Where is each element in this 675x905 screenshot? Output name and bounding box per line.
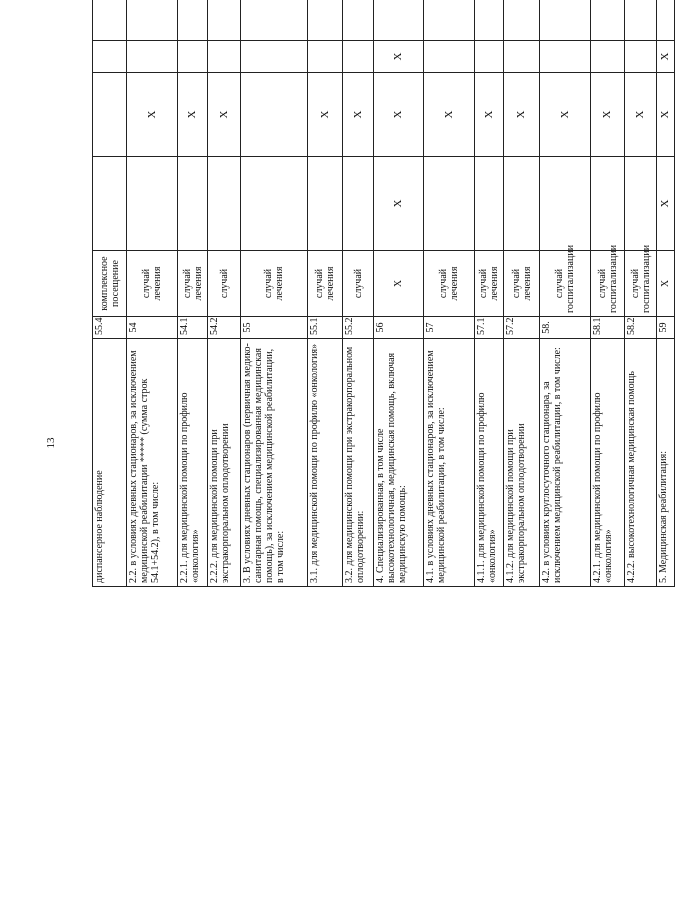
table-row: [504, 0, 540, 587]
row-number-cell: 54: [127, 317, 178, 339]
value-cell: [424, 157, 475, 251]
value-cell: [625, 157, 657, 251]
value-cell: [178, 157, 208, 251]
row-number-cell: 57.2: [504, 317, 540, 339]
row-name-cell: 4.1.1. для медицинской помощи по профилю «онкология»: [475, 339, 504, 587]
row-name-cell: диспансерное наблюдение: [93, 339, 127, 587]
row-number-cell: 54.2: [208, 317, 241, 339]
value-cell: [93, 73, 127, 157]
value-cell: [241, 157, 308, 251]
value-cell: [504, 41, 540, 73]
table-row: [308, 0, 343, 587]
value-cell: [308, 0, 343, 41]
rotated-table-frame: [92, 35, 671, 905]
table-row: [208, 0, 241, 587]
value-cell: [374, 0, 424, 41]
value-cell: [504, 157, 540, 251]
row-name-cell: 4.2.2. высокотехнологичная медицинская помощь: [625, 339, 657, 587]
value-cell: [93, 0, 127, 41]
value-cell: [241, 73, 308, 157]
value-cell: [540, 157, 591, 251]
table-stage: [92, 0, 671, 587]
value-cell: [424, 0, 475, 41]
value-cell: [208, 0, 241, 41]
unit-cell: случай госпитализации: [591, 251, 625, 317]
value-cell: [657, 0, 675, 41]
table-row: [591, 0, 625, 587]
row-number-cell: 57.1: [475, 317, 504, 339]
unit-cell: случай лечения: [308, 251, 343, 317]
row-number-cell: 58.2: [625, 317, 657, 339]
table-row: [374, 0, 424, 587]
table-row: [475, 0, 504, 587]
value-cell: [625, 41, 657, 73]
value-cell: X: [657, 41, 675, 73]
value-cell: [343, 0, 374, 41]
unit-cell: случай лечения: [504, 251, 540, 317]
value-cell: [424, 41, 475, 73]
value-cell: [475, 157, 504, 251]
value-cell: [208, 41, 241, 73]
value-cell: X: [475, 73, 504, 157]
unit-cell: случай лечения: [178, 251, 208, 317]
row-name-cell: 2.2. в условиях дневных стационаров, за исключением медицинской реабилитации ***** (сумма строк 54.1+54.2), в том числе:: [127, 339, 178, 587]
value-cell: [504, 0, 540, 41]
value-cell: [591, 41, 625, 73]
unit-cell: X: [657, 251, 675, 317]
row-name-cell: 2.2.2. для медицинской помощи при экстракорпоральном оплодотворении: [208, 339, 241, 587]
row-name-cell: 4.2. в условиях круглосуточного стационара, за исключением медицинской реабилитации, в том числе:: [540, 339, 591, 587]
value-cell: [591, 157, 625, 251]
unit-cell: случай лечения: [475, 251, 504, 317]
value-cell: X: [657, 157, 675, 251]
unit-cell: X: [374, 251, 424, 317]
unit-cell: случай лечения: [241, 251, 308, 317]
value-cell: [127, 157, 178, 251]
row-name-cell: 2.2.1. для медицинской помощи по профилю «онкология»: [178, 339, 208, 587]
table-row: [343, 0, 374, 587]
value-cell: [475, 41, 504, 73]
value-cell: X: [625, 73, 657, 157]
value-cell: X: [591, 73, 625, 157]
value-cell: [308, 41, 343, 73]
value-cell: X: [374, 41, 424, 73]
row-number-cell: 55.2: [343, 317, 374, 339]
value-cell: [343, 41, 374, 73]
row-number-cell: 55.1: [308, 317, 343, 339]
value-cell: X: [178, 73, 208, 157]
value-cell: [625, 0, 657, 41]
data-table: [92, 0, 675, 587]
row-number-cell: 58.1: [591, 317, 625, 339]
row-number-cell: 55: [241, 317, 308, 339]
value-cell: [127, 0, 178, 41]
value-cell: X: [127, 73, 178, 157]
row-name-cell: 5. Медицинская реабилитация:: [657, 339, 675, 587]
value-cell: X: [208, 73, 241, 157]
unit-cell: случай лечения: [424, 251, 475, 317]
value-cell: [178, 0, 208, 41]
row-name-cell: 4.1. в условиях дневных стационаров, за исключением медицинской реабилитации, в том числе:: [424, 339, 475, 587]
unit-cell: случай: [343, 251, 374, 317]
unit-cell: случай госпитализации: [625, 251, 657, 317]
value-cell: [475, 0, 504, 41]
table-row: [178, 0, 208, 587]
value-cell: [93, 41, 127, 73]
value-cell: X: [504, 73, 540, 157]
value-cell: [93, 157, 127, 251]
table-row: [93, 0, 127, 587]
table-row: [241, 0, 308, 587]
row-number-cell: 57: [424, 317, 475, 339]
row-number-cell: 56: [374, 317, 424, 339]
value-cell: [241, 0, 308, 41]
unit-cell: случай лечения: [127, 251, 178, 317]
table-row: [424, 0, 475, 587]
unit-cell: комплексное посещение: [93, 251, 127, 317]
row-number-cell: 54.1: [178, 317, 208, 339]
value-cell: X: [374, 73, 424, 157]
value-cell: X: [343, 73, 374, 157]
value-cell: X: [424, 73, 475, 157]
table-row: [657, 0, 675, 587]
row-name-cell: 3.1. для медицинской помощи по профилю «онкология»: [308, 339, 343, 587]
unit-cell: случай госпитализации: [540, 251, 591, 317]
value-cell: [178, 41, 208, 73]
value-cell: [127, 41, 178, 73]
row-name-cell: 4. Специализированная, в том числе высокотехнологичная, медицинская помощь, включая медицинскую помощь:: [374, 339, 424, 587]
value-cell: [208, 157, 241, 251]
value-cell: X: [540, 73, 591, 157]
row-name-cell: 3. В условиях дневных стационаров (первичная медико-санитарная помощь, специализированная медицинская помощь), за исключением медицинской реабилитации, в том числе:: [241, 339, 308, 587]
value-cell: [591, 0, 625, 41]
row-name-cell: 4.1.2. для медицинской помощи при экстракорпоральном оплодотворении: [504, 339, 540, 587]
unit-cell: случай: [208, 251, 241, 317]
value-cell: X: [657, 73, 675, 157]
page-number: 13: [45, 437, 57, 449]
row-number-cell: 58.: [540, 317, 591, 339]
row-number-cell: 59: [657, 317, 675, 339]
value-cell: [540, 0, 591, 41]
table-row: [540, 0, 591, 587]
table-row: [127, 0, 178, 587]
row-number-cell: 55.4: [93, 317, 127, 339]
value-cell: X: [374, 157, 424, 251]
value-cell: [308, 157, 343, 251]
value-cell: [343, 157, 374, 251]
row-name-cell: 3.2. для медицинской помощи при экстракорпоральном оплодотворении:: [343, 339, 374, 587]
value-cell: [241, 41, 308, 73]
value-cell: [540, 41, 591, 73]
table-row: [625, 0, 657, 587]
value-cell: X: [308, 73, 343, 157]
row-name-cell: 4.2.1. для медицинской помощи по профилю «онкология»: [591, 339, 625, 587]
